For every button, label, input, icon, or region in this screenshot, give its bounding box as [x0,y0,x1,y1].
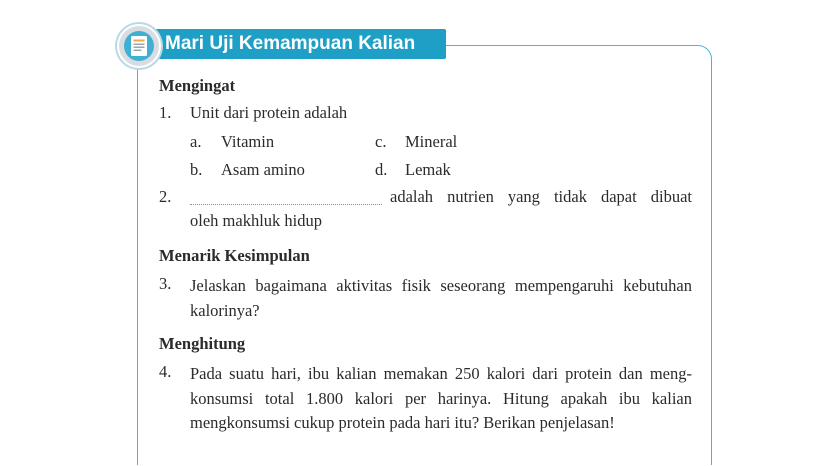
section-heading-mengingat: Mengingat [159,76,236,95]
question-number: 2. [159,187,172,206]
question-text: Jelaskan bagaimana aktivitas fisik seseorang mempengaruhi kebutuhan kalorinya? [190,276,692,320]
option-letter: a. [190,132,202,151]
question-number: 3. [159,274,172,293]
option-text: Asam amino [221,160,305,179]
question-text: adalah nutrien yang tidak dapat dibuat [390,187,692,206]
option-text: Mineral [405,132,458,151]
section-heading-menghitung: Menghitung [159,334,246,353]
option-letter: b. [190,160,203,179]
question-text: Pada suatu hari, ibu kalian memakan 250 kalori dari protein dan mengkonsumsi total 1.800 kalori per harinya. Hitung apakah ibu kalian mengkonsumsi cukup protein pada hari itu? Berikan penjelasan! [190,364,692,432]
question-number: 1. [159,103,172,122]
section-heading-menarik-kesimpulan: Menarik Kesimpulan [159,246,310,265]
question-text: Unit dari protein adalah [190,103,348,122]
option-letter: d. [375,160,388,179]
fill-in-blank [190,204,382,205]
banner-title: Mari Uji Kemampuan Kalian [165,33,416,54]
question-number: 4. [159,362,172,381]
question-text-continued: oleh makhluk hidup [190,211,322,230]
option-text: Vitamin [221,132,275,151]
option-text: Lemak [405,160,451,179]
option-letter: c. [375,132,387,151]
